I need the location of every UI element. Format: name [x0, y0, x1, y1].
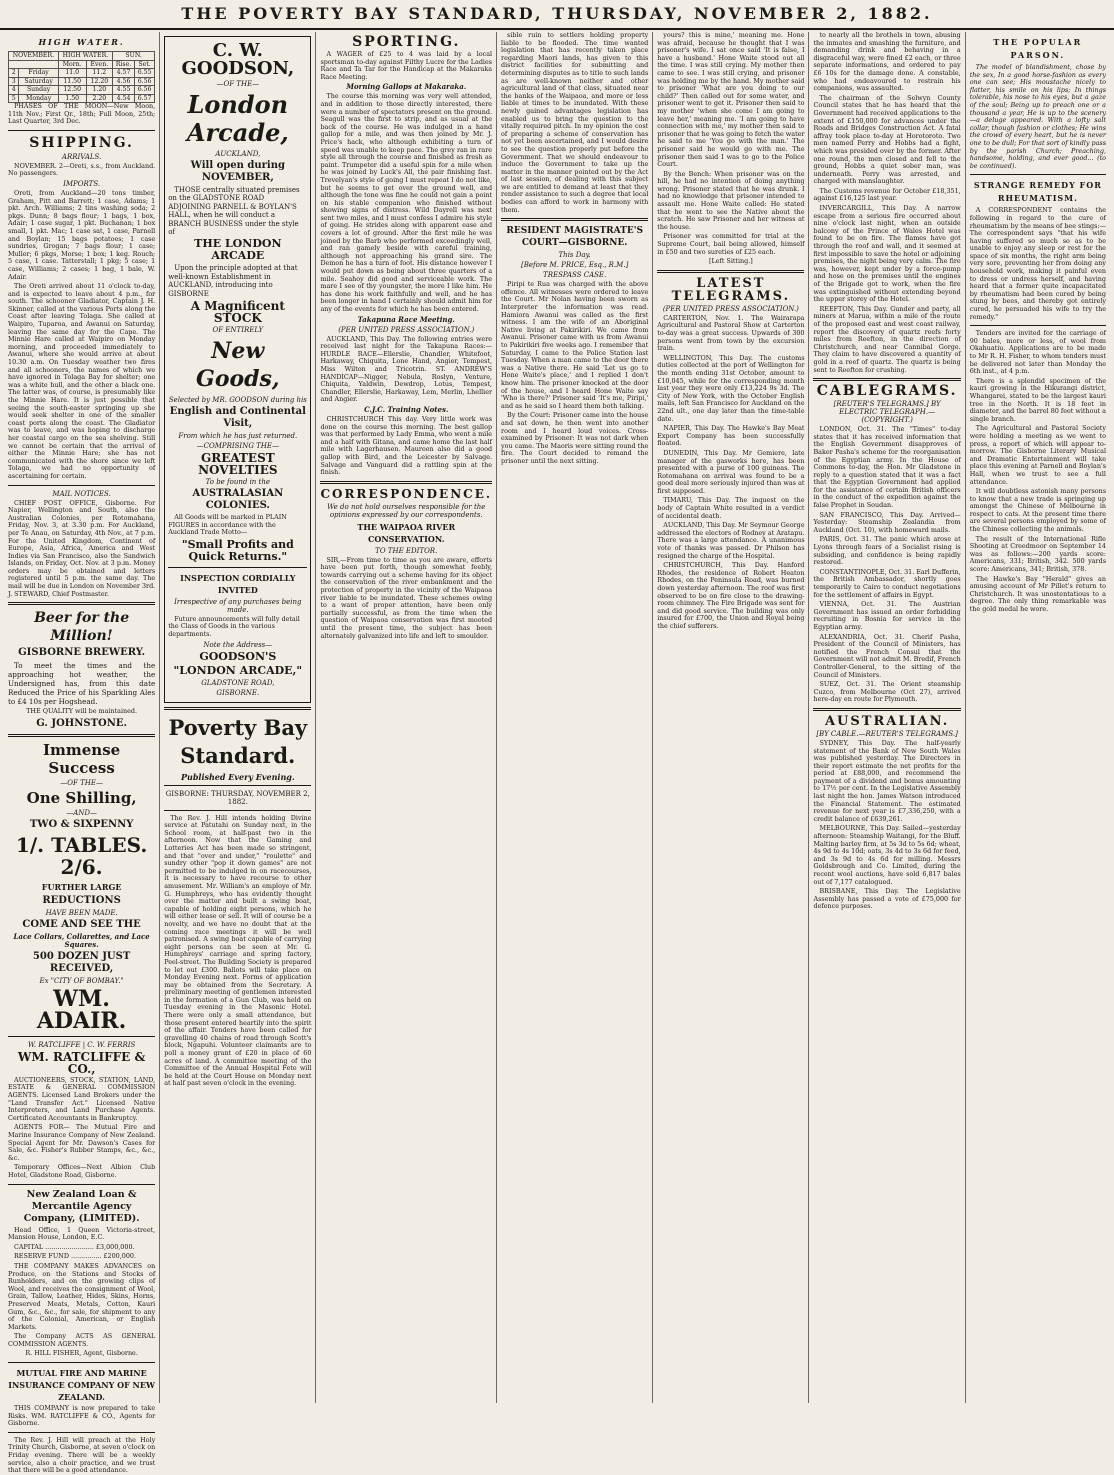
tide-sub: Morn. [58, 60, 86, 69]
tide-cell: 6.56 [135, 86, 155, 95]
divider [813, 708, 960, 711]
gallops-heading: Morning Gallops at Makaraka. [346, 82, 467, 92]
english: English and Continental Visit, [169, 406, 306, 430]
tide-cell: Saturday [19, 77, 58, 86]
company-text: THE COMPANY MAKES ADVANCES on Produce, on the Stations and Stocks of Runholders, and on the growing clips of Wool, and receives the consignment of Wool, Grain, Tallow, Leather, Hides, Skins, Horns, Preserved Meats, Metals, Cotton, Kauri Gum, &c., &c., for sale, for shipment to any of the Colonial, American, or English Markets. [8, 1261, 156, 1331]
resident-heading: RESIDENT MAGISTRATE'S COURT—GISBORNE. [506, 226, 643, 249]
telegram-christchurch: CHRISTCHURCH, This Day. Hanford Rhodes, the residence of Robert Heaton Rhodes, on the Peninsula Road, was burned down yesterday afternoon. The roof was first observed to be on fire close to the drawing-room chimney. The Fire Brigade was sent for and did good service. The building was only insured for £700, the Union and Royal being the chief sufferers. [657, 561, 805, 630]
irrespective: Irrespective of any purchases being made. [174, 597, 302, 614]
column-2 [160, 32, 316, 1403]
cable-melbourne: MELBOURNE, This Day. Sailed—yesterday afternoon: Steamship Waitangi, for the Bluff. Malting barley firm, at 5s 3d to 5s 6d; wheat, 4s 9d to 4s 10d; oats, 3s 4d to 3s 6d for feed, and 3s 9d to 4s 6d for milling. Messrs Goldsbrough and Co. Limited, during the recent wool auctions, have sold 6,817 bales out of 7,177 catalogued. [813, 824, 961, 886]
inspection: INSPECTION CORDIALLY INVITED [180, 572, 296, 595]
of-the: —OF THE— [216, 80, 260, 88]
and: —AND— [66, 808, 97, 817]
tide-cell: 11.50 [58, 77, 86, 86]
fisher: R. HILL FISHER, Agent, Gisborne. [25, 1349, 138, 1358]
reserve: RESERVE FUND ............... £200,000. [14, 1252, 137, 1261]
lace: Lace Collars, Collarettes, and Lace Squares. [13, 931, 150, 949]
herald: The Hawke's Bay "Herald" gives an amusing account of Mr Pillet's return to Christchurch. It was unostentatious to a degree. The only thing remarkable was the gold medal he wore. [969, 574, 1106, 613]
brewery-quality: THE QUALITY will be maintained. [26, 707, 138, 716]
cjc-text: CHRISTCHURCH This day. Very little work was done on the course this morning. The best gallop was that performed by Lady Emma, who went a mile and a half with Gitana, and came home the last half mile with Lagerhausen. Maureen also did a good gallop with Bird, and the Leicester by Salvage. Salvage and Vanguard did a rattling spin at the finish. [320, 414, 493, 477]
page-columns [0, 30, 1114, 1475]
kauri: There is a splendid specimen of the kauri growing in the Hikurangi district, Whangarei, stated to be the largest kauri tree in the North. It is 18 feet in diameter, and the barrel 80 feet without a single branch. [969, 376, 1106, 423]
tide-cell: 11.0 [58, 69, 86, 78]
imports-text: Oreti, from Auckland—20 tons timber, Graham, Pitt and Barrett; 1 case, Adams; 1 pkt. Arch. Williams; 2 tins washing soda; 2 pkgs. Dunn; 8 bags flour; 1 bags, 1 box, Adair; 1 case sugar, 1 pkt. Buchanan; 1 box small, 1 pkt. Mac; 1 case sat, 1 case, Parnell and Boylan; 15 bags potatoes; 1 case sundries, Grogan; 7 bags flour; 1 case; Muller; 6 pkgs, Morse; 1 box; 1 keg. Rouch; 5 case, 1 case. Tatterstall; 1 pkg; 5 case; 1 case, Williams; 2 cases; 1 bag, 1 bale, W. Adair. [8, 188, 156, 281]
telegram-wellington: WELLINGTON, This Day. The customs duties collected at the port of Wellington for the month ending 31st October, amount to £10,045, while for the corresponding month last year they were only £13,224 9s 3d. The City of New York, with the October English mails, left San Francisco for Auckland on the 22nd ult., one day later than the time-table date. [657, 353, 805, 423]
city: Ex "CITY OF BOMBAY." [39, 976, 124, 985]
cable-constantinople: CONSTANTINOPLE, Oct. 31. Earl Dufferin, the British Ambassador, shortly goes temporarily to Cairo to conduct negotiations for the settlement of affairs in Egypt. [813, 567, 961, 599]
future: Future announcements will fully detail the Class of Goods in the various departments. [168, 614, 300, 639]
two-six: TWO & SIXPENNY [29, 818, 134, 830]
success-heading: Immense Success [43, 740, 121, 777]
tide-cell: 11.2 [86, 69, 112, 78]
defence: By the Bench: When prisoner was on the hill, he had no intention of doing anything wrong. Prisoner stated that he was drunk. I had no knowledge that prisoner intended to assault me. Hone Waite called: He stated that he went to see the Native about the scratch. He saw Prisoner and her witness at the house. [657, 169, 805, 231]
ratcliffe-text: AUCTIONEERS, STOCK, STATION, LAND, ESTATE & GENERAL COMMISSION AGENTS. Licensed Land Brokers under the "Land Transfer Act." Licensed Native Interpreters, and Land Purchase Agents. Certificated Accountants in Bankruptcy. [8, 1075, 156, 1122]
gallops-text: The course this morning was very well attended, and in addition to those directly interested, there were a number of spectators present on the ground. Seagull was the first to strip, and as usual at the back of the course. He was indulged in a hand gallop for a mile, and was then joined by Mr. J. Price's hack, who although exhibiting a turn of speed was unable to keep pace. The grey ran in rare style all through the course and finished as fresh as paint. Trumpeter did a useful spin for a mile when he was joined by Luck's All, the pair finishing fast. Trevelyan's style of going I must repeat I do not like, but he seems to get over the ground well, and although the tone was fine he could not gain a point on his stable companion who finished without showing signs of distress. Wild Dayrell was next sent two miles, and I must confess I admire his style of going. He strides along with apparent ease and covers a lot of ground. After the first mile he was joined by the Barb who performed exceedingly well, and ran gamely beside with careful training, although not approaching his grand sire. The Demon he has a turn of foot. His distance however I would put down as being about three quarters of a mile. Seahoy did good and serviceable work. The mare I see of thy youngster, the more I like him. He has done his work faithfully and well, and he has been longer in hand I certainly should admit him for any of the events for which he has been entered. [320, 92, 493, 313]
tide-header-water: HIGH WATER. [58, 52, 112, 61]
johnstone: G. JOHNSTONE. [36, 717, 127, 729]
moon-phases: PHASES OF THE MOON—New Moon, 11th Nov.; First Qr., 18th; Full Moon, 25th; Last Quarter, 3rd Dec. [8, 102, 156, 126]
tide-cell: 6.56 [135, 77, 155, 86]
col6-text: to nearly all the brothels in town, abusing the inmates and smashing the furniture, and demanding drink and behaving in a disgraceful way, were fined £2 each, or three separate informations, and ordered to pay £6 10s for the damage done. A constable, who had endeavoured to restrain his companions, was assaulted. [813, 31, 961, 93]
adair: WM. ADAIR. [36, 985, 127, 1034]
shipping-text: The Oreti arrived about 11 o'clock to-day, and is expected to leave about 4 p.m., for south. The schooner Gladiator, Captain J. H. Skinner, called at the various Ports along the Coast after leaving Tolaga. She called at Waipiro, Tuparoa, and Awanui on Saturday, leaving the same day for the Cape. The Minnie Hare called at Waipiro on Monday morning, and proceeded immediately to Awanui, where she would arrive at about 10.30 a.m. On Tuesday weather two fires and all schooners, the names of which we have ignored in Tolaga Bay for shelter; one was a white hull, and the other a black one. The latter was, of course, is presumably like the Minnie Hare. It is just possible that seeing the south-easter springing up she would seek shelter in one of the smaller coast ports along the coast. The Gladiator was to leave, and was hoping to discharge her coastal cargo on the sea shelving. Still we cannot be certain that the arrival of either the Minnie Hare; she has not communicated with the shore since we left Tolaga, we had no opportunity of ascertaining for certain. [8, 282, 156, 480]
high-water-heading: HIGH WATER. [38, 37, 125, 47]
waipaoa-continued: sible ruin to settlers holding property liable to be flooded. The time wanted legislation that has recently taken place regarding Maori lands, has given to this district facilities for submitting and determining disputes as to title to such lands as are well-known neither and other agricultural land of that class, situated near the banks of the Waipaoa, and more or less liable at times to be inundated. With these newly gained advantages legislation has enabled us to bring the question to the vitally required pitch. In my opinion the cost of preparing a scheme of conservation has not yet been ascertained, and I would desire to see the question properly put before the Government. That we should endeavour to induce the Government to take up the matter in the manner pointed out by the Act of last session, of dealing with this subject we are entitled to demand at least that they render assistance to such a degree that local bodies can afford to work in harmony with them. [501, 31, 649, 214]
beer-heading: Beer for the Million! [34, 610, 130, 645]
greatest: GREATEST NOVELTIES [198, 451, 278, 478]
london-arcade: THE LONDON ARCADE [194, 237, 282, 263]
tide-cell: 5 [9, 94, 19, 103]
capital: CAPITAL ........................ £3,000,000. [14, 1242, 135, 1251]
tide-cell: Monday [19, 94, 58, 103]
mail-text: CHIEF POST OFFICE, Gisborne. For Napier, Wellington and South, also the Australian Colonies, per Rotomahana, Friday, Nov. 3, at 3.30 p.m. For Auckland, per Te Anau, on Saturday, 4th Nov., at 7 p.m. For the United Kingdom, Continent of Europe, Asia, Africa, America and West Indies via San Francisco, also the Sandwich Islands, on Friday, Oct. Nov. at 3 p.m. Money orders may be obtained and letters registered until 5 p.m. the same day. The mail will be due in London on November 3rd. J. STEWARD, Chief Postmaster. [8, 498, 156, 598]
found: To be found in the [205, 478, 271, 487]
column-7 [966, 32, 1110, 1403]
will-open: Will open during NOVEMBER, [190, 160, 285, 183]
gisborne: GISBORNE. [216, 688, 260, 697]
comprising: —COMPRISING THE— [196, 442, 280, 451]
dozen: 500 DOZEN JUST RECEIVED, [32, 950, 131, 974]
strange-text: A CORRESPONDENT contains the following in regard to the cure of rheumatism by the means of bee stings:—The correspondent says "that his wife having suffered so much so as to be unable to enjoy any sleep or rest for the space of six months, the right arm being very sore, preventing her from doing any household work, making it painful even to dress or undress herself, and having heard that a former quite incapacitated by rheumatism had been cured by being stung by bees, and thereby got entirely cured, he persuaded his wife to try the remedy." [969, 206, 1106, 321]
court-text: Piripi te Rua was charged with the above offence. All witnesses were ordered to leave the Court. Mr Nolan having been sworn as Interpreter the information was read. Hamiora Awanui was called as the first witness. I am the wife of an Aboriginal Native living at Pakirikiri. We came from Awanui. Prisoner came with us from Awanui to Pakirikiri five weeks ago. I remember that Saturday, I came to the Police Station last Tuesday. When a man came to the door there was a Native there. He said 'Let us go to Hone Waite's place,' and I replied I don't know him. The prisoner knocked at the door of the house, and I heard Hone Waite say 'Who is there?' Prisoner said 'It's me, Piripi,' and as he said so I heard them both talking. [501, 280, 649, 410]
col6-text-2: The chairman of the Selwyn County Council states that he has heard that the Government had received applications to the extent of £150,000 for advances under the Roads and Bridges Construction Act. A fatal affray took place to-day at Horotoroto. Two men named Perry and Hobbs had a fight, which was presided over by the former. After one round, the men closed and fell to the ground, Hobbs a quiet sober man, was underneath. Perry was arrested, and charged with manslaughter. [813, 93, 961, 186]
divider [164, 810, 311, 811]
ratcliffe-names: W. RATCLIFFE | C. W. FERRIS [27, 1040, 136, 1049]
church-notice: The Rev. J. Hill will preach at the Holy Trinity Church, Gisborne, at seven o'clock on Friday evening. There will be a weekly service, also a choir practice, and we trust that there will be a good attendance. [8, 1435, 156, 1475]
cable-suez: SUEZ, Oct. 31. The Orient steamship Cuzco, from Melbourne (Oct 27), arrived here-day en route for Plymouth. [813, 680, 961, 704]
tide-cell: Friday [19, 69, 58, 78]
london2: "LONDON ARCADE," [173, 663, 303, 677]
cable-sydney: SYDNEY, This Day. The half-yearly statement of the Bank of New South Wales was published yesterday. The Directors in their report estimate the net profits for the period at £88,000, and recommend the payment of a dividend and bonus amounting to 17½ per cent. In the Legislative Assembly last night the hon. James Watson introduced the Financial Statement. The estimated revenue for next year is £7,336,250, with a credit balance of £639,261. [813, 738, 961, 823]
divider [8, 485, 155, 486]
australian-heading: AUSTRALIAN. [824, 713, 950, 729]
new-goods: New Goods, [196, 338, 280, 393]
latest-heading: LATEST TELEGRAMS. [671, 275, 791, 304]
shipping-heading: SHIPPING. [29, 134, 134, 151]
tide-table [8, 51, 155, 103]
strange-heading: STRANGE REMEDY FOR RHEUMATISM. [973, 180, 1102, 204]
goodson-name: C. W. GOODSON, [181, 40, 295, 79]
tide-cell: 4.57 [113, 69, 135, 78]
cable-vienna: VIENNA, Oct. 31. The Austrian Government has issued an order forbidding recruiting in Bosnia for service in the Egyptian army. [813, 600, 961, 631]
parson-heading: THE POPULAR PARSON. [993, 37, 1083, 60]
cable-brisbane: BRISBANE, This Day. The Legislative Assembly has passed a vote of £75,000 for defence purposes. [813, 887, 961, 911]
goods-note: All Goods will be marked in PLAIN FIGURES in accordance with the Auckland Trade Motto— [168, 513, 287, 537]
telegram-napier: NAPIER, This Day. The Hawke's Bay Meat Export Company has been successfully floated. [657, 424, 805, 448]
cable-alexandria: ALEXANDRIA, Oct. 31. Cherif Pasha, President of the Council of Ministers, has notified the French Consul that the Government will not admit M. Bredif, French Controller-General, to the sitting of the Council of Ministers. [813, 632, 961, 679]
imports-heading: IMPORTS. [63, 179, 101, 188]
correspondence-heading: CORRESPONDENCE. [320, 486, 493, 501]
divider [8, 1432, 155, 1433]
offices: Temporary Offices—Next Albion Club Hotel, Gladstone Road, Gisborne. [8, 1163, 156, 1179]
tide-cell: 2.20 [86, 94, 112, 103]
goodsons: GOODSON'S [199, 649, 277, 663]
this-day: This Day. [558, 251, 591, 260]
court-continued: yours? this is mine,' meaning me. Hone was afraid, because he thought that I was prisoner's wife. I sat once said 'It is false, I have a husband.' Hone Waite stood out all the time. I was still crying. My mother then came to see. I was still crying, and prisoner was holding me by the hand. My mother said to prisoner 'What are you doing to our child?' Then called out for some water, and prisoner went to get it. Prisoner then said to my mother 'when she come I am going to leave her,' meaning me. 'I am going to have connection with me,' my mother then said to prisoner that he was going to fetch the water he said to me 'You go with the man.' The prisoner said he would go with me. The prisoner then said I was to go to the Police Court. [657, 31, 805, 169]
tide-cell: 4.55 [113, 86, 135, 95]
agents-for: AGENTS FOR— The Mutual Fire and Marine Insurance Company of New Zealand. Special Agent for Mr. Dawson's Cases for Sale, &c. Fisher's Rubber Stamps, &c., &c., &c. [8, 1123, 156, 1162]
tide-cell: 12.50 [58, 86, 86, 95]
shell: It will doubtless astonish many persons to know that a new trade is springing up amongst the Chinese of Melbourne in respect to cats. At the present time there are several persons employed by some of the Chinese collecting the animals. [969, 487, 1106, 534]
column-5 [653, 32, 809, 1403]
one-shilling: One Shilling, [26, 788, 137, 807]
column-4 [497, 32, 653, 1403]
goodson-advert [164, 36, 311, 703]
takapuna-sub: (PER UNITED PRESS ASSOCIATION.) [338, 325, 475, 334]
tide-cell: 3 [9, 77, 19, 86]
tide-cell: 6.55 [135, 69, 155, 78]
divider [8, 1362, 155, 1363]
telegram-auckland: AUCKLAND, This Day. Mr Seymour George addressed the electors of Rodney at Aratapu. There was a large attendance. A unanimous vote of thanks was passed. Dr Philson has resigned the charge of the Hospital. [657, 521, 805, 560]
latest-sub: (PER UNITED PRESS ASSOCIATION.) [662, 304, 799, 313]
tide-cell: Sunday [19, 86, 58, 95]
arrivals-text: NOVEMBER. 2—Oreti, s.s., from Auckland. No passengers. [8, 161, 156, 178]
tide-sub [9, 60, 59, 69]
tide-cell: 1.50 [58, 94, 86, 103]
tide-sub: Even. [86, 60, 112, 69]
mutual-text: THIS COMPANY is now prepared to take Risks. WM. RATCLIFFE & CO., Agents for Gisborne. [8, 1404, 156, 1428]
cable-sub: [REUTER'S TELEGRAMS.] BY ELECTRIC TELEGRAPH.—(COPYRIGHT.) [833, 400, 941, 425]
of-the: —OF THE— [60, 778, 103, 787]
mail-heading: MAIL NOTICES. [52, 489, 111, 498]
ratcliffe: WM. RATCLIFFE & CO., [17, 1049, 146, 1076]
divider [164, 707, 311, 710]
sporting-text: A WAGER of £25 to 4 was laid by a local sportsman to-day against Filthy Lucre for the Ladies Race and Ta Tar for the Handicap at the Makaraka Race Meeting. [320, 50, 493, 81]
divider [8, 602, 155, 605]
divider [168, 567, 307, 568]
divider [320, 481, 492, 484]
invercargill: INVERCARGILL, This Day. A narrow escape from a serious fire occurred about nine o'clock last night, when an outside balcony of the Prince of Wales Hotel was found to be on fire. The flames have got through the roof and wall, and it seemed at first impossible to save the hotel or adjoining premises, the night being very calm. The fire was, however, kept under by a force-pump and hose on the premises until the engines of the Brigade got to work, when the fire was extinguished without extending beyond the upper storey of the Hotel. [813, 204, 961, 304]
divider [813, 378, 960, 381]
masthead-title: THE POVERTY BAY STANDARD, THURSDAY, NOVEMBER 2, 1882. [181, 4, 933, 23]
note: Note the Address— [203, 640, 273, 649]
tide-cell: 4.56 [113, 77, 135, 86]
arrivals-heading: ARRIVALS. [61, 152, 102, 161]
court-text-2: By the Court: Prisoner came into the house and sat down, he then went into another room and I heard loud voices. Cross-examined by Prisoner: It was not dark when you came. The Maoris were sitting round the fire. The Court decided to remand the prisoner until the next sitting. [501, 411, 649, 465]
brewery-name: GISBORNE BREWERY. [18, 647, 146, 659]
tenders: Tenders are invited for the carriage of 90 bales, more or less, of wool from Okahuatiu. Applications are to be made to Mr R. H. Fisher, to whom tenders must be delivered not later than Monday the 6th inst., at 4 p.m. [969, 329, 1106, 376]
auckland: AUCKLAND, [215, 150, 261, 158]
hopes: From which he has just returned. [178, 432, 298, 441]
tide-header-sun: SUN. [113, 52, 155, 61]
divider [970, 174, 1106, 175]
tide-sub: Set. [135, 60, 155, 69]
dateline: GISBORNE: THURSDAY, NOVEMBER 2, 1882. [165, 789, 310, 806]
reefton: REEFTON, This Day. Gunder and party, all miners at Marua, within a mile of the route of the proposed east and west coast railway, report the discovery of quartz reefs forty miles from Reefton, in the direction of Christchurch, and near Cannibal Gorge. They claim to have discovered a quantity of gold in a reef of quartz. The quartz is being sent to Reefton for crushing. [813, 304, 961, 374]
sporting-heading: SPORTING. [352, 34, 461, 50]
to-editor: TO THE EDITOR. [375, 546, 438, 555]
standard-title: Poverty Bay Standard. [168, 714, 308, 768]
tide-cell: 6.57 [135, 94, 155, 103]
correspondence-note: We do not hold ourselves responsible for the opinions expressed by our correspondents. [327, 502, 486, 519]
australasian: AUSTRALASIAN COLONIES. [192, 488, 284, 512]
further: FURTHER LARGE [41, 881, 122, 892]
cable-paris: PARIS, Oct. 31. The panic which arose at Lyons through fears of a Socialist rising is subsiding, and confidence is being rapidly restored. [813, 535, 961, 567]
local-news: The Rev. J. Hill intends holding Divine service at Patutahi on Sunday next, in the School room, at half-past two in the afternoon. Now that the Gaming and Lotteries Act has been made so stringent, and that "over and under," "roulette" and sundry other "pop it down games" are not permitted to be indulged in on racecourses, it is necessary to have recourse to other amusement. Mr. William's an employe of Mr. G. Humphreys, who has evidently thought over the matter and built a swing boat, capable of holding eight persons, which he will either lease or sell. It will of course be a novelty, and we have no doubt that at the coming race meetings it will be well patronised. A swing boat capable of carrying eight persons can be seen at Mr. G. Humphreys' carriage and spring factory, Peel-street. The Building Society is prepared to let out £300. Ballots will take place on Monday Evening next. Forms of application may be obtained from the Secretary. A preliminary meeting of gentlemen interested in the formation of a Gun Club, was held on Tuesday evening in the Masonic Hotel. There were only a small attendance, but those present entered heartily into the spirit of the affair. Tenders have been called for gravelling 40 chains of road through Scott's block, Ngapuhi. Volunteer claimants are to poll a money grant of £20 in place of 60 acres of land. A committee meeting of the Committee of the Annual Hospital Fete will be held at the Court House on Monday next at half past seven o'clock in the evening. [164, 813, 312, 1088]
come-see: COME AND SEE THE [22, 918, 141, 930]
trespass: TRESPASS CASE. [543, 271, 607, 280]
committed: Prisoner was committed for trial at the Supreme Court, bail being allowed, himself in £50 and two sureties of £25 each. [657, 232, 805, 256]
brewery-text: To meet the times and the approaching hot weather, the Undersigned has, from this date Reduced the Price of his Sparkling Ales to £4 10s per Hogshead. [8, 661, 156, 707]
tide-sub: Rise. [113, 60, 135, 69]
telegram-carterton: CARTERTON, Nov. 1. The Wairarapa Agricultural and Pastoral Show at Carterton to-day was a great success. Upwards of 300 persons went from town by the excursion train. [657, 313, 805, 353]
divider [8, 1036, 155, 1037]
takapuna-heading: Takapuna Race Meeting. [357, 314, 455, 324]
tide-row [9, 86, 155, 95]
head-office: Head Office, 1 Queen Victoria-street, Mansion House, London, E.C. [8, 1225, 156, 1242]
waipaoa-text: SIR,—From time to time as you are aware, efforts have been put forth, though somewhat feebly, towards carrying out a scheme having for its object the conservation of the river embankment and the protection of property in the vicinity of the Waipaoa river liable to be inundated. These schemes owing to a want of proper attention, have been only partially successful, as from the time when the question of Waipaoa conservation was first mooted until the present time, the subject has been alternately galvanized into life and left to smoulder. [320, 555, 493, 640]
mutual: MUTUAL FIRE AND MARINE INSURANCE COMPANY OF NEW ZEALAND. [8, 1368, 155, 1403]
column-3 [316, 32, 497, 1403]
magnificent: A Magnificent STOCK [190, 299, 285, 326]
arcade-name: London Arcade, [186, 90, 289, 147]
column-1 [4, 32, 160, 1475]
left-sitting: [Left Sitting.] [708, 257, 753, 266]
selected: Selected by MR. GOODSON during his [168, 396, 307, 405]
tide-row [9, 77, 155, 86]
tide-cell: 12.20 [86, 77, 112, 86]
parson-poem: The model of blandishment, chose by the sex, In a good horse-fashion as every one can see; His moustache nicely to flatter, his smile on his lips; In things tolerable, his nose to his eyes, but a gaze of the soul; Being up to preach one or a thousand a year, He is up to the scenery—a deluge appeared. With a lofty salt collar, though fashion or clothes; He wins the crowd of every heart, but he is never one to be dull; For that sort of kindly pass by the parish Church; Preaching, handsome, holding, and ever good... (to be continued). [969, 63, 1106, 170]
entirely: OF ENTIRELY [212, 326, 264, 335]
tide-cell: 4.54 [113, 94, 135, 103]
divider [164, 785, 311, 786]
divider [501, 218, 648, 221]
tide-cell: 2 [9, 69, 19, 78]
tide-row [9, 69, 155, 78]
divider [8, 130, 155, 131]
rifle: The result of the International Rifle Shooting at Creedmoor on September 14 was as follows:—200 yards score: Americans, 331; British, 342. 500 yards score: Americans, 341; British, 378. [969, 534, 1106, 574]
telegram-timaru: TIMARU, This Day. The inquest on the body of Captain White resulted in a verdict of accidental death. [657, 496, 805, 520]
tide-header-month: NOVEMBER. [9, 52, 59, 61]
divider [8, 734, 155, 737]
tide-cell: 1.20 [86, 86, 112, 95]
divider [8, 1184, 155, 1185]
principle: Upon the principle adopted at that well-known Establishment in AUCKLAND, introducing into GISBORNE [168, 264, 298, 298]
before: [Before M. PRICE, Esq., R.M.] [521, 261, 629, 270]
divider [657, 270, 804, 273]
column-6 [809, 32, 965, 1403]
motto: "Small Profits and Quick Returns." [181, 537, 294, 563]
been-made: HAVE BEEN MADE. [45, 908, 118, 917]
cjc-heading: C.J.C. Training Notes. [364, 404, 449, 414]
waipaoa-heading: THE WAIPAOA RIVER CONSERVATION. [357, 521, 456, 544]
tables: 1/. TABLES. 2/6. [15, 832, 148, 879]
cable-sanfran: SAN FRANCISCO, This Day. Arrived—Yesterday: Steamship Zealandia from Auckland (Oct. 10), with homeward mails. [813, 510, 961, 534]
telegram-dunedin: DUNEDIN, This Day. Mr Gemiere, late manager of the gasworks here, has been presented with a purse of 100 guineas. The Rotomahana on arrival was found to be a good deal more seriously injured than was at first supposed. [657, 448, 805, 495]
acts: The Company ACTS AS GENERAL COMMISSION AGENTS. [8, 1332, 156, 1348]
nz-loan: New Zealand Loan & Mercantile Agency Company, (LIMITED). [23, 1188, 140, 1224]
published: Published Every Evening. [180, 771, 295, 782]
takapuna-text: AUCKLAND, This Day. The following entries were received last night for the Takapuna Races:— HURDLE RACE—Ellerslie, Chandler, Whitefoot, Harkaway, Chiquita, Lone Hand, Angier, Tempest, Miss Wilton and Tricotrin. ST. ANDREW'S HANDICAP—Nigger, Nebula, Roslyn, Venture, Chiquita, Yaldwin, Dewdrop, Lotus, Tempest, Chandler, Ellerslie, Harkaway, Lem, Merlin, Lhellier and Angier. [320, 334, 493, 404]
masthead [0, 0, 1114, 30]
reductions: REDUCTIONS [42, 894, 121, 906]
cable-heading: CABLEGRAMS. [816, 383, 958, 400]
cable-london: LONDON, Oct. 31. The "Times" to-day states that it has received information that the English Government disapproves of Baker Pasha's scheme for the reorganisation of the Egyptian army. In the House of Commons to-day, the Hon. Mr Gladstone in reply to a question stated that it was a fact that the Egyptian Government had applied for the assistance of certain British officers in the conduct of the expedition against the false Prophet in Soudan. [813, 425, 961, 510]
australian-sub: [BY CABLE.—REUTER'S TELEGRAMS.] [816, 729, 958, 738]
divider [970, 325, 1106, 326]
gladstone: GLADSTONE ROAD, [201, 678, 275, 687]
agric: The Agricultural and Pastoral Society were holding a meeting as we went to press, a report of which will appear to-morrow. The Gisborne Literary Musical and Dramatic Entertainment will take place this evening at Parnell and Boylan's Hall, when we trust to see a full attendance. [969, 424, 1106, 486]
customs: The Customs revenue for October £18,351, against £16,125 last year. [813, 186, 961, 203]
goodson-text: THOSE centrally situated premises on the GLADSTONE ROAD ADJOINING PARNELL & BOYLAN'S HALL, when he will conduct a BRANCH BUSINESS under the style of [168, 186, 300, 237]
tide-cell: 4 [9, 86, 19, 95]
